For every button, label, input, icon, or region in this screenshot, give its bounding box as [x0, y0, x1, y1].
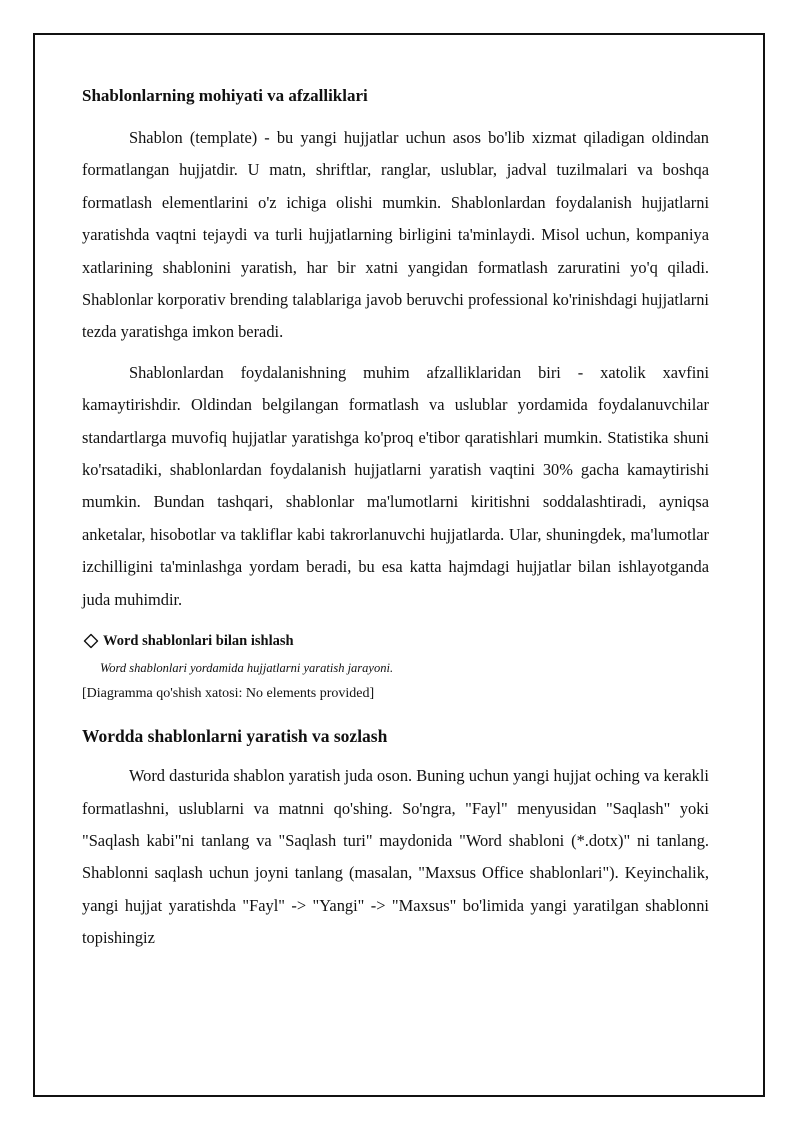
diagram-error-note: [Diagramma qo'shish xatosi: No elements provided] — [82, 686, 375, 702]
section-heading-2: Wordda shablonlarni yaratish va sozlash — [82, 726, 388, 747]
diagram-title: Word shablonlari bilan ishlash — [103, 632, 294, 649]
paragraph-2: Shablonlardan foydalanishning muhim afzalliklaridan biri - xatolik xavfini kamaytirishdir. Oldindan belgilangan formatlash va uslublar yordamida foydalanuvchilar standartlarga muvofiq hujjatlar yaratishga ko'proq e'tibor qaratishlari mumkin. Statistika shuni ko'rsatadiki, shablonlardan foydalanish hujjatlarni yaratish vaqtini 30% gacha kamaytirishi mumkin. Bundan tashqari, shablonlar ma'lumotlarni kiritishni soddalashtiradi, ayniqsa anketalar, hisobotlar va takliflar kabi takrorlanuvchi hujjatlarda. Ular, shuningdek, ma'lumotlar izchilligini ta'minlashga yordam beradi, bu esa katta hajmdagi hujjatlar bilan ishlayotganda juda muhimdir. — [82, 362, 709, 609]
paragraph-3: Word dasturida shablon yaratish juda oson. Buning uchun yangi hujjat oching va kerakli formatlashni, uslublarni va matnni qo'shing. So'ngra, "Fayl" menyusidan "Saqlash" yoki "Saqlash kabi"ni tanlang va "Saqlash turi" maydonida "Word shabloni (*.dotx)" ni tanlang. Shablonni saqlash uchun joyni tanlang (masalan, "Maxsus Office shablonlari"). Keyinchalik, yangi hujjat yaratishda "Fayl" -> "Yangi" -> "Maxsus" bo'limida yangi yaratilgan shablonni topishingiz — [82, 766, 709, 948]
section-heading-1: Shablonlarning mohiyati va afzalliklari — [82, 86, 368, 105]
paragraph-1: Shablon (template) - bu yangi hujjatlar uchun asos bo'lib xizmat qiladigan oldindan formatlangan hujjatdir. U matn, shriftlar, ranglar, uslublar, jadval tuzilmalari va boshqa formatlash elementlarini o'z ichiga olishi mumkin. Shablonlardan foydalanish hujjatlarni yaratishda vaqtni tejaydi va turli hujjatlarning birligini ta'minlaydi. Misol uchun, kompaniya xatlarining shablonini yaratish, har bir xatni yangidan formatlash zaruratini yo'q qiladi. Shablonlar korporativ brending talablariga javob beruvchi professional ko'rinishdagi hujjatlarni tezda yaratishga imkon beradi. — [82, 128, 709, 342]
document-content — [82, 84, 709, 963]
tag-icon — [82, 633, 99, 650]
diagram-caption: Word shablonlari yordamida hujjatlarni yaratish jarayoni. — [100, 661, 394, 676]
diagram-heading — [82, 630, 709, 652]
